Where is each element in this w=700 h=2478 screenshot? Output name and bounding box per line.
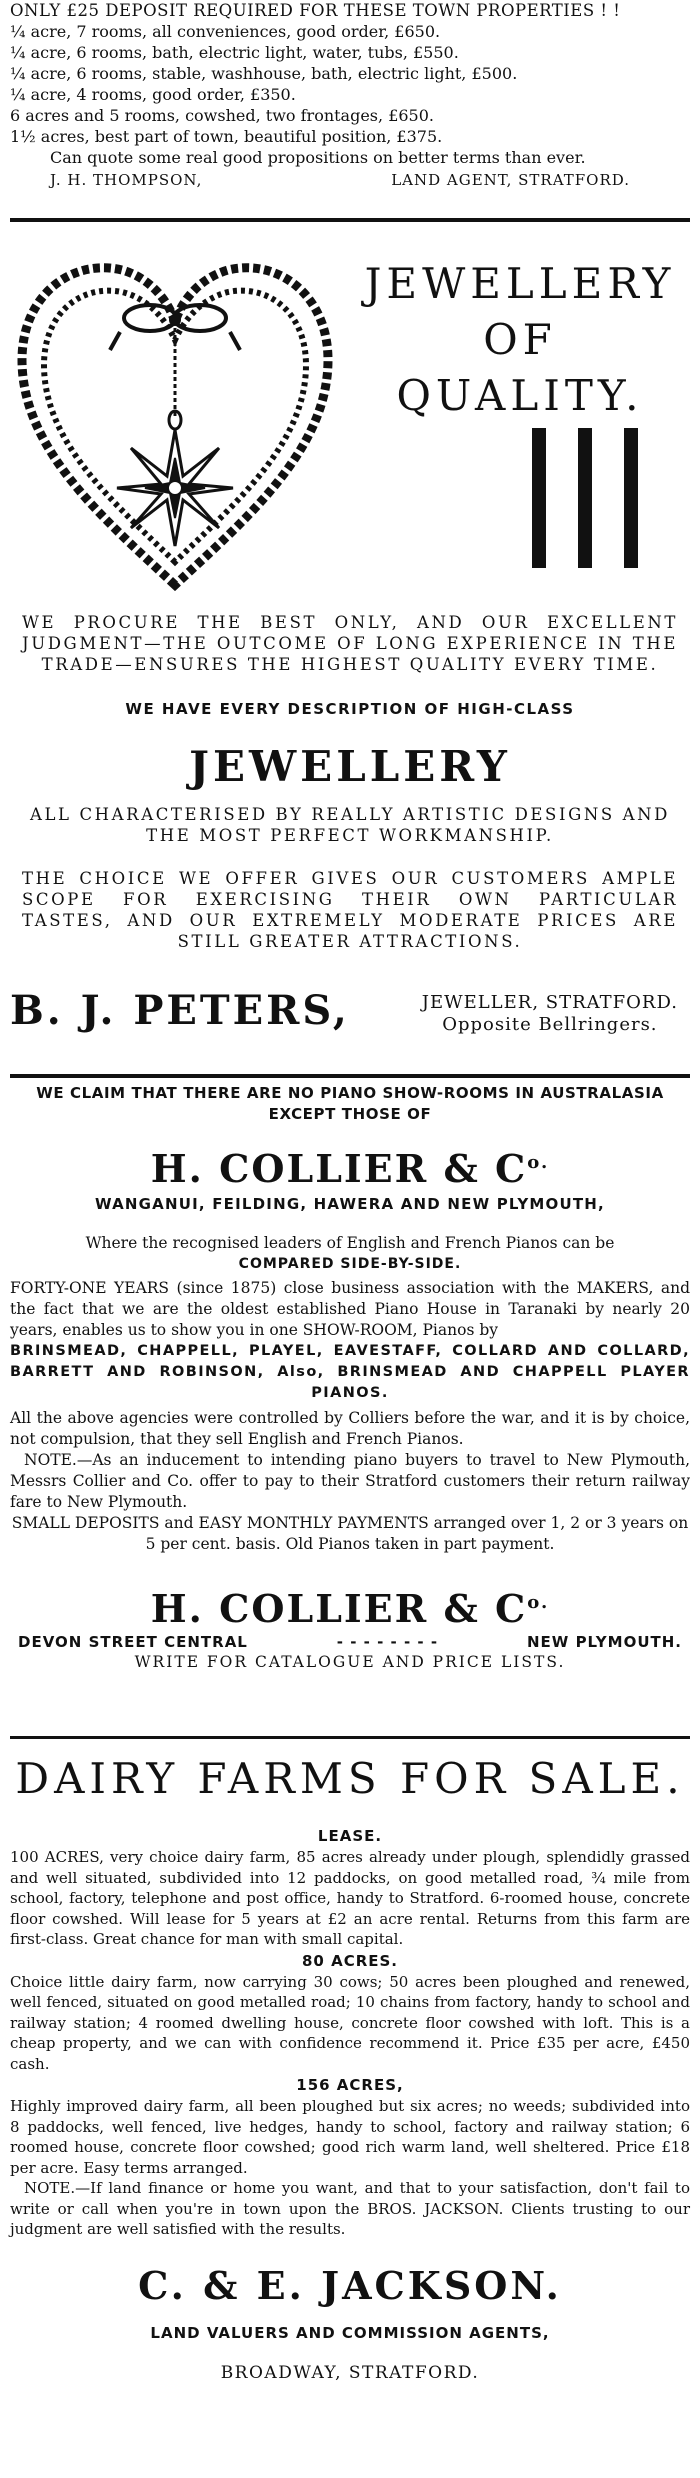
dairy-farms-title: DAIRY FARMS FOR SALE. <box>15 1754 685 1803</box>
eighty-acres-text: Choice little dairy farm, now carrying 30 cows; 50 acres been ploughed and renewed, well fenced, situated on good metalled road; 10 chains from factory, handy to school and railway station; 4 roomed dwelling house, concrete floor cowshed with loft. This is a cheap property, and we can with confidence recommend it. Price £35 per acre, £450 cash. <box>10 1972 690 2073</box>
peters-choice-text: THE CHOICE WE OFFER GIVES OUR CUSTOMERS AMPLE SCOPE FOR EXERCISING THEIR OWN PARTICULAR TASTES, AND OUR EXTREMELY MODERATE PRICES ARE STILL GREATER ATTRACTIONS. <box>22 869 678 951</box>
column-divider <box>10 218 690 222</box>
heart-necklace-illustration <box>10 240 340 600</box>
thompson-quote: Can quote some real good propositions on better terms than ever. <box>50 148 586 167</box>
jackson-name: C. & E. JACKSON. <box>138 2262 562 2308</box>
property-listing: ¼ acre, 7 rooms, all conveniences, good order, £650. <box>10 22 441 41</box>
peters-every-description: WE HAVE EVERY DESCRIPTION OF HIGH-CLASS <box>125 700 575 718</box>
jewellery-of-quality-title <box>350 256 690 424</box>
collier-agencies-text: All the above agencies were controlled by Colliers before the war, and it is by choice, not compulsion, that they sell English and French Pianos. <box>10 1409 690 1448</box>
collier-city: NEW PLYMOUTH. <box>527 1633 682 1651</box>
property-listing: 6 acres and 5 rooms, cowshed, two frontages, £650. <box>10 106 434 125</box>
peters-name: B. J. PETERS, <box>10 987 350 1034</box>
peters-advertisement <box>10 228 690 1073</box>
jackson-advertisement <box>10 1745 690 2470</box>
title-line: JEWELLERY <box>364 259 676 308</box>
property-listing: ¼ acre, 6 rooms, stable, washhouse, bath, electric light, £500. <box>10 64 518 83</box>
collier-deposits: SMALL DEPOSITS and EASY MONTHLY PAYMENTS arranged over 1, 2 or 3 years on 5 per cent. basis. Old Pianos taken in part payment. <box>11 1514 689 1553</box>
thompson-agent-name: J. H. THOMPSON, <box>50 171 203 189</box>
peters-address <box>422 992 678 1036</box>
jackson-role: LAND VALUERS AND COMMISSION AGENTS, <box>150 2323 550 2342</box>
peters-intro-text: WE PROCURE THE BEST ONLY, AND OUR EXCELLENT JUDGMENT—THE OUTCOME OF LONG EXPERIENCE IN THE TRADE—ENSURES THE HIGHEST QUALITY EVERY TIME. <box>22 613 678 674</box>
property-listing: ¼ acre, 6 rooms, bath, electric light, water, tubs, £550. <box>10 43 459 62</box>
thompson-agent-role: LAND AGENT, STRATFORD. <box>391 171 630 189</box>
collier-forty-years-text: FORTY-ONE YEARS (since 1875) close business association with the MAKERS, and the fact that we are the oldest established Piano House in Taranaki by nearly 20 years, enables us to show you in one SHOW-ROOM, Pianos by <box>10 1279 690 1339</box>
jackson-note: NOTE.—If land finance or home you want, and that to your satisfaction, don't fail to write or call when you're in town upon the BROS. JACKSON. Clients trusting to our judgment are well satisfied with the results. <box>10 2179 690 2238</box>
peters-location: Opposite Bellringers. <box>442 1014 658 1035</box>
property-listing: ¼ acre, 4 rooms, good order, £350. <box>10 85 296 104</box>
column-divider <box>10 1074 690 1078</box>
title-line: OF <box>483 315 557 364</box>
collier-note: NOTE.—As an inducement to intending piano buyers to travel to New Plymouth, Messrs Collier and Co. offer to pay to their Stratford customers their return railway fare to New Plymouth. <box>10 1451 690 1511</box>
column-divider <box>10 1736 690 1739</box>
collier-claim: WE CLAIM THAT THERE ARE NO PIANO SHOW-ROOMS IN AUSTRALASIA EXCEPT THOSE OF <box>36 1084 664 1123</box>
jackson-address: BROADWAY, STRATFORD. <box>220 2362 480 2383</box>
lease-heading: LEASE. <box>317 1827 383 1845</box>
collier-advertisement <box>10 1083 690 1723</box>
collier-write-for-catalogue: WRITE FOR CATALOGUE AND PRICE LISTS. <box>134 1653 566 1671</box>
property-listing: 1½ acres, best part of town, beautiful position, £375. <box>10 127 443 146</box>
peters-jewellery-heading: JEWELLERY <box>189 742 511 791</box>
peters-characterised-text: ALL CHARACTERISED BY REALLY ARTISTIC DESIGNS AND THE MOST PERFECT WORKMANSHIP. <box>29 805 671 845</box>
thompson-advertisement <box>10 0 690 212</box>
thompson-headline: ONLY £25 DEPOSIT REQUIRED FOR THESE TOWN PROPERTIES ! ! <box>10 1 621 20</box>
title-line: QUALITY. <box>396 371 644 420</box>
collier-name: H. COLLIER & $C^{o.}$ <box>150 1146 550 1191</box>
collier-branches: WANGANUI, FEILDING, HAWERA AND NEW PLYMOUTH, <box>95 1195 605 1213</box>
thompson-signature <box>10 168 690 191</box>
collier-dashes: - - - - - - - - <box>336 1633 439 1651</box>
collier-compared: COMPARED SIDE-BY-SIDE. <box>238 1256 462 1272</box>
lease-text: 100 ACRES, very choice dairy farm, 85 acres already under plough, splendidly grassed and well situated, subdivided into 12 paddocks, on good metalled road, ¾ mile from school, factory, telephone and post office, handy to Stratford. 6-roomed house, concrete floor cowshed. Will lease for 5 years at £2 an acre rental. Returns from this farm are first-class. Great chance for man with small capital. <box>10 1848 690 1948</box>
eighty-acres-heading: 80 ACRES. <box>301 1951 398 1970</box>
collier-piano-brands: BRINSMEAD, CHAPPELL, PLAYEL, EAVESTAFF, COLLARD AND COLLARD, BARRETT AND ROBINSON, Also, BRINSMEAD AND CHAPPELL PLAYER PIANOS. <box>10 1343 690 1401</box>
collier-name: H. COLLIER & $C^{o.}$ <box>150 1586 550 1631</box>
collier-street: DEVON STREET CENTRAL <box>18 1633 248 1651</box>
peters-trade: JEWELLER, STRATFORD. <box>421 992 678 1013</box>
decorative-bars <box>530 428 650 568</box>
one-fifty-six-acres-heading: 156 ACRES, <box>296 2076 404 2094</box>
peters-signature <box>10 986 690 1042</box>
collier-address <box>10 1633 690 1651</box>
collier-where-text: Where the recognised leaders of English and French Pianos can be <box>85 1234 615 1252</box>
one-fifty-six-acres-text: Highly improved dairy farm, all been ploughed but six acres; no weeds; subdivided into 8 paddocks, well fenced, live hedges, handy to school, factory and railway station; 6 roomed house, concrete floor cowshed; good rich warm land, well sheltered. Price £18 per acre. Easy terms arranged. <box>10 2097 690 2177</box>
